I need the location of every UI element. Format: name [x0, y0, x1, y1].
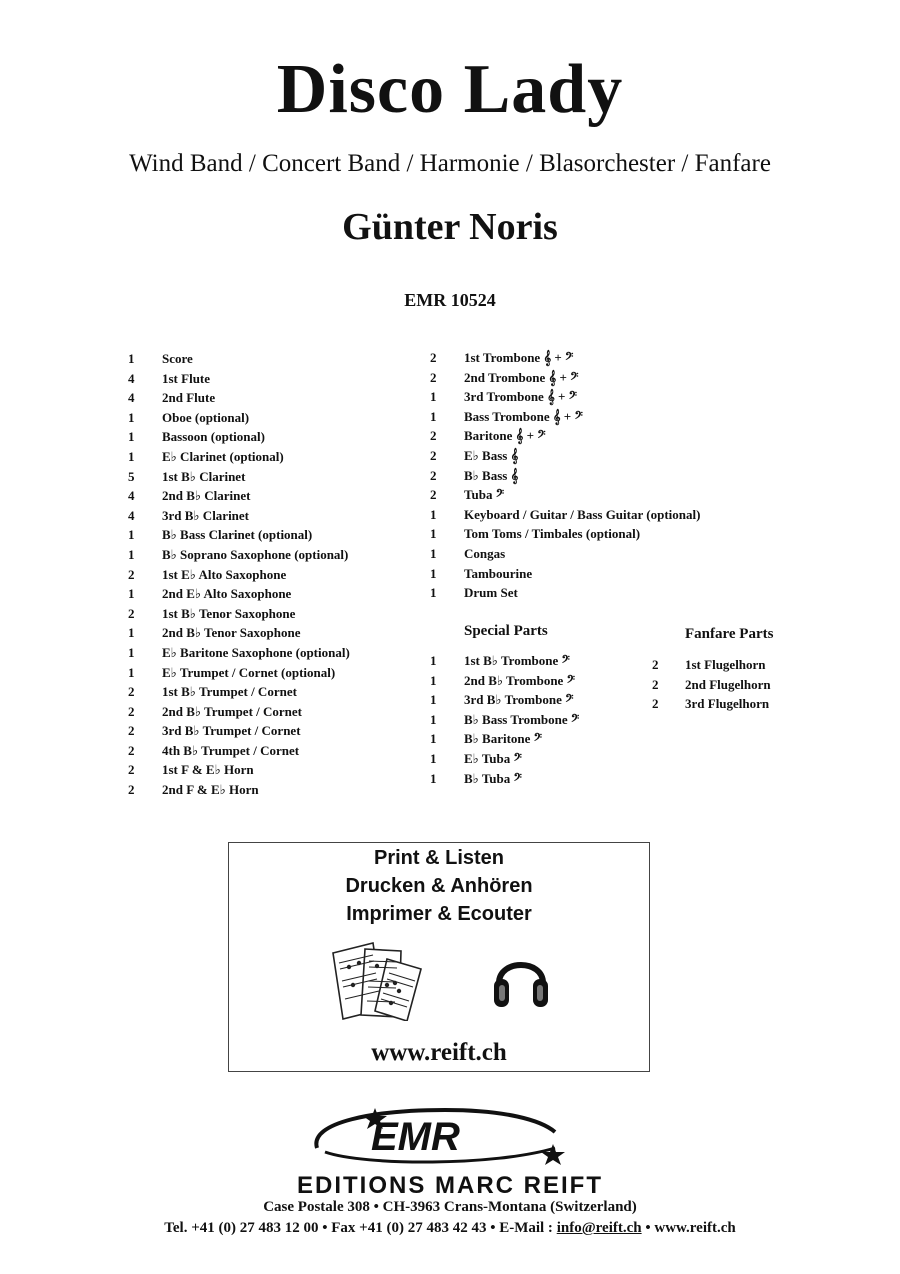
part-row [128, 643, 350, 663]
part-quantity: 2 [128, 684, 135, 700]
part-quantity: 1 [430, 692, 437, 708]
part-quantity: 5 [128, 468, 135, 484]
sheet-music-icon [329, 939, 425, 1021]
part-quantity: 2 [128, 703, 135, 719]
page-title: Disco Lady [276, 51, 624, 128]
part-quantity: 1 [128, 586, 135, 602]
part-quantity: 1 [430, 389, 437, 405]
part-name: 2nd B♭ Tenor Saxophone [162, 625, 301, 641]
part-name: 4th B♭ Trumpet / Cornet [162, 742, 300, 758]
part-quantity: 1 [430, 506, 437, 522]
part-row [128, 623, 350, 643]
part-name: 1st E♭ Alto Saxophone [162, 566, 287, 582]
part-quantity: 1 [128, 409, 135, 425]
part-row [128, 565, 350, 585]
part-row [128, 545, 350, 565]
part-name: Bassoon (optional) [162, 429, 265, 445]
part-row [430, 710, 579, 730]
part-quantity: 1 [128, 664, 135, 680]
publisher-name: EDITIONS MARC REIFT [297, 1172, 603, 1199]
contact-phone-fax: Tel. +41 (0) 27 483 12 00 • Fax +41 (0) 27 483 42 43 • E-Mail : [164, 1220, 557, 1236]
part-name: B♭ Baritone 𝄢 [464, 731, 543, 747]
part-name: Oboe (optional) [162, 409, 250, 425]
part-name: 2nd B♭ Trombone 𝄢 [464, 672, 575, 688]
part-quantity: 2 [652, 676, 659, 692]
part-row [128, 702, 350, 722]
part-name: Keyboard / Guitar / Bass Guitar (optional) [464, 506, 701, 522]
print-listen-box [228, 842, 650, 1072]
part-quantity: 1 [128, 527, 135, 543]
part-row [430, 749, 579, 769]
promo-line-german: Drucken & Anhören [345, 875, 533, 897]
part-row [430, 769, 579, 789]
part-name: 1st B♭ Trumpet / Cornet [162, 684, 297, 700]
fanfare-parts-list [652, 655, 771, 714]
part-row [430, 387, 700, 407]
part-quantity: 2 [128, 566, 135, 582]
part-name: 1st B♭ Trombone 𝄢 [464, 653, 570, 668]
part-row [430, 407, 700, 427]
part-quantity: 2 [128, 723, 135, 739]
headphones-icon [491, 945, 551, 1011]
part-row [128, 721, 350, 741]
part-row [128, 604, 350, 624]
part-row [430, 564, 700, 584]
part-row [430, 466, 700, 486]
parts-list-column-2 [430, 348, 700, 603]
part-quantity: 1 [128, 546, 135, 562]
part-row [652, 655, 771, 675]
part-name: B♭ Tuba 𝄢 [464, 770, 522, 786]
part-quantity: 1 [430, 653, 437, 668]
part-quantity: 4 [128, 507, 135, 523]
part-name: B♭ Bass Clarinet (optional) [162, 527, 313, 543]
promo-line-french: Imprimer & Ecouter [346, 903, 532, 925]
part-name: B♭ Bass Trombone 𝄢 [464, 711, 580, 727]
part-quantity: 1 [430, 770, 437, 786]
publisher-address: Case Postale 308 • CH-3963 Crans-Montana (Switzerland) [263, 1199, 637, 1215]
part-row [128, 741, 350, 761]
part-name: 3rd B♭ Clarinet [162, 507, 250, 523]
part-quantity: 2 [430, 467, 437, 483]
part-quantity: 2 [430, 487, 437, 503]
part-name: 3rd B♭ Trombone 𝄢 [464, 692, 574, 708]
part-name: 2nd B♭ Trumpet / Cornet [162, 703, 302, 719]
part-row [128, 663, 350, 683]
promo-website-url[interactable]: www.reift.ch [371, 1039, 507, 1066]
part-row [128, 760, 350, 780]
part-quantity: 1 [430, 731, 437, 747]
part-quantity: 1 [128, 429, 135, 445]
part-quantity: 1 [128, 448, 135, 464]
part-row [128, 427, 350, 447]
ensemble-subtitle: Wind Band / Concert Band / Harmonie / Blasorchester / Fanfare [129, 150, 771, 177]
part-name: 1st Flugelhorn [685, 657, 766, 672]
part-row [128, 584, 350, 604]
part-quantity: 2 [430, 350, 437, 365]
part-name: 2nd E♭ Alto Saxophone [162, 586, 292, 602]
part-name: 1st B♭ Tenor Saxophone [162, 605, 296, 621]
contact-email-link[interactable]: info@reift.ch [556, 1220, 642, 1236]
part-name: B♭ Bass 𝄞 [464, 467, 519, 483]
fanfare-parts-heading: Fanfare Parts [685, 626, 774, 642]
part-quantity: 2 [128, 742, 135, 758]
part-row [430, 729, 579, 749]
part-quantity: 1 [128, 351, 135, 366]
part-row [430, 348, 700, 368]
part-quantity: 2 [652, 657, 659, 672]
part-row [128, 682, 350, 702]
part-row [128, 408, 350, 428]
part-quantity: 2 [128, 762, 135, 778]
part-row [128, 525, 350, 545]
part-name: Score [162, 351, 193, 366]
part-name: 2nd Flugelhorn [685, 676, 771, 692]
part-name: 3rd Flugelhorn [685, 696, 770, 712]
part-quantity: 1 [430, 545, 437, 561]
part-quantity: 1 [128, 625, 135, 641]
publisher-contact [0, 1220, 900, 1237]
part-row [128, 447, 350, 467]
contact-website: • www.reift.ch [641, 1220, 736, 1236]
catalog-number: EMR 10524 [404, 290, 496, 310]
emr-logo-text: EMR [371, 1115, 460, 1159]
part-name: 1st B♭ Clarinet [162, 468, 246, 484]
part-quantity: 2 [652, 696, 659, 712]
part-quantity: 1 [430, 565, 437, 581]
part-row [128, 780, 350, 800]
part-row [430, 368, 700, 388]
part-name: E♭ Clarinet (optional) [162, 448, 284, 464]
part-name: Bass Trombone 𝄞 + 𝄢 [464, 408, 583, 424]
part-row [128, 349, 350, 369]
part-row [430, 485, 700, 505]
part-name: E♭ Baritone Saxophone (optional) [162, 644, 350, 660]
part-name: 3rd B♭ Trumpet / Cornet [162, 723, 301, 739]
part-row [430, 544, 700, 564]
part-name: 1st F & E♭ Horn [162, 762, 254, 778]
part-name: B♭ Soprano Saxophone (optional) [162, 546, 349, 562]
part-name: E♭ Bass 𝄞 [464, 447, 519, 463]
part-name: Tambourine [464, 565, 533, 581]
promo-line-english: Print & Listen [373, 847, 504, 869]
composer-name: Günter Noris [342, 206, 558, 248]
part-row [430, 583, 700, 603]
part-name: 1st Flute [162, 370, 211, 386]
part-name: 2nd F & E♭ Horn [162, 782, 259, 798]
part-quantity: 4 [128, 390, 135, 406]
part-name: Congas [464, 545, 506, 561]
part-quantity: 2 [128, 605, 135, 621]
part-row [430, 671, 579, 691]
part-quantity: 2 [430, 428, 437, 444]
part-row [128, 506, 350, 526]
part-name: E♭ Trumpet / Cornet (optional) [162, 664, 336, 680]
part-quantity: 2 [430, 369, 437, 385]
part-row [430, 426, 700, 446]
emr-logo [305, 1102, 575, 1168]
part-name: 1st Trombone 𝄞 + 𝄢 [464, 350, 574, 365]
part-row [128, 388, 350, 408]
part-quantity: 2 [430, 447, 437, 463]
part-name: Tuba 𝄢 [464, 487, 505, 503]
part-quantity: 1 [430, 585, 437, 601]
part-quantity: 4 [128, 370, 135, 386]
part-quantity: 2 [128, 782, 135, 798]
part-row [128, 467, 350, 487]
part-quantity: 1 [430, 672, 437, 688]
part-row [430, 524, 700, 544]
part-name: 2nd Flute [162, 390, 216, 406]
part-row [652, 675, 771, 695]
part-row [430, 651, 579, 671]
part-quantity: 4 [128, 488, 135, 504]
part-name: Baritone 𝄞 + 𝄢 [464, 428, 546, 444]
part-quantity: 1 [430, 408, 437, 424]
part-quantity: 1 [128, 644, 135, 660]
part-name: Drum Set [464, 585, 518, 601]
part-row [128, 486, 350, 506]
part-name: 2nd Trombone 𝄞 + 𝄢 [464, 369, 579, 385]
part-row [430, 690, 579, 710]
part-name: 3rd Trombone 𝄞 + 𝄢 [464, 389, 578, 405]
part-quantity: 1 [430, 526, 437, 542]
special-parts-list [430, 651, 579, 788]
part-name: Tom Toms / Timbales (optional) [464, 526, 641, 542]
part-row [128, 369, 350, 389]
part-name: 2nd B♭ Clarinet [162, 488, 251, 504]
special-parts-heading: Special Parts [464, 623, 548, 639]
part-row [430, 505, 700, 525]
part-row [652, 694, 771, 714]
part-quantity: 1 [430, 750, 437, 766]
part-quantity: 1 [430, 711, 437, 727]
part-name: E♭ Tuba 𝄢 [464, 750, 522, 766]
part-row [430, 446, 700, 466]
parts-list-column-1 [128, 349, 350, 800]
